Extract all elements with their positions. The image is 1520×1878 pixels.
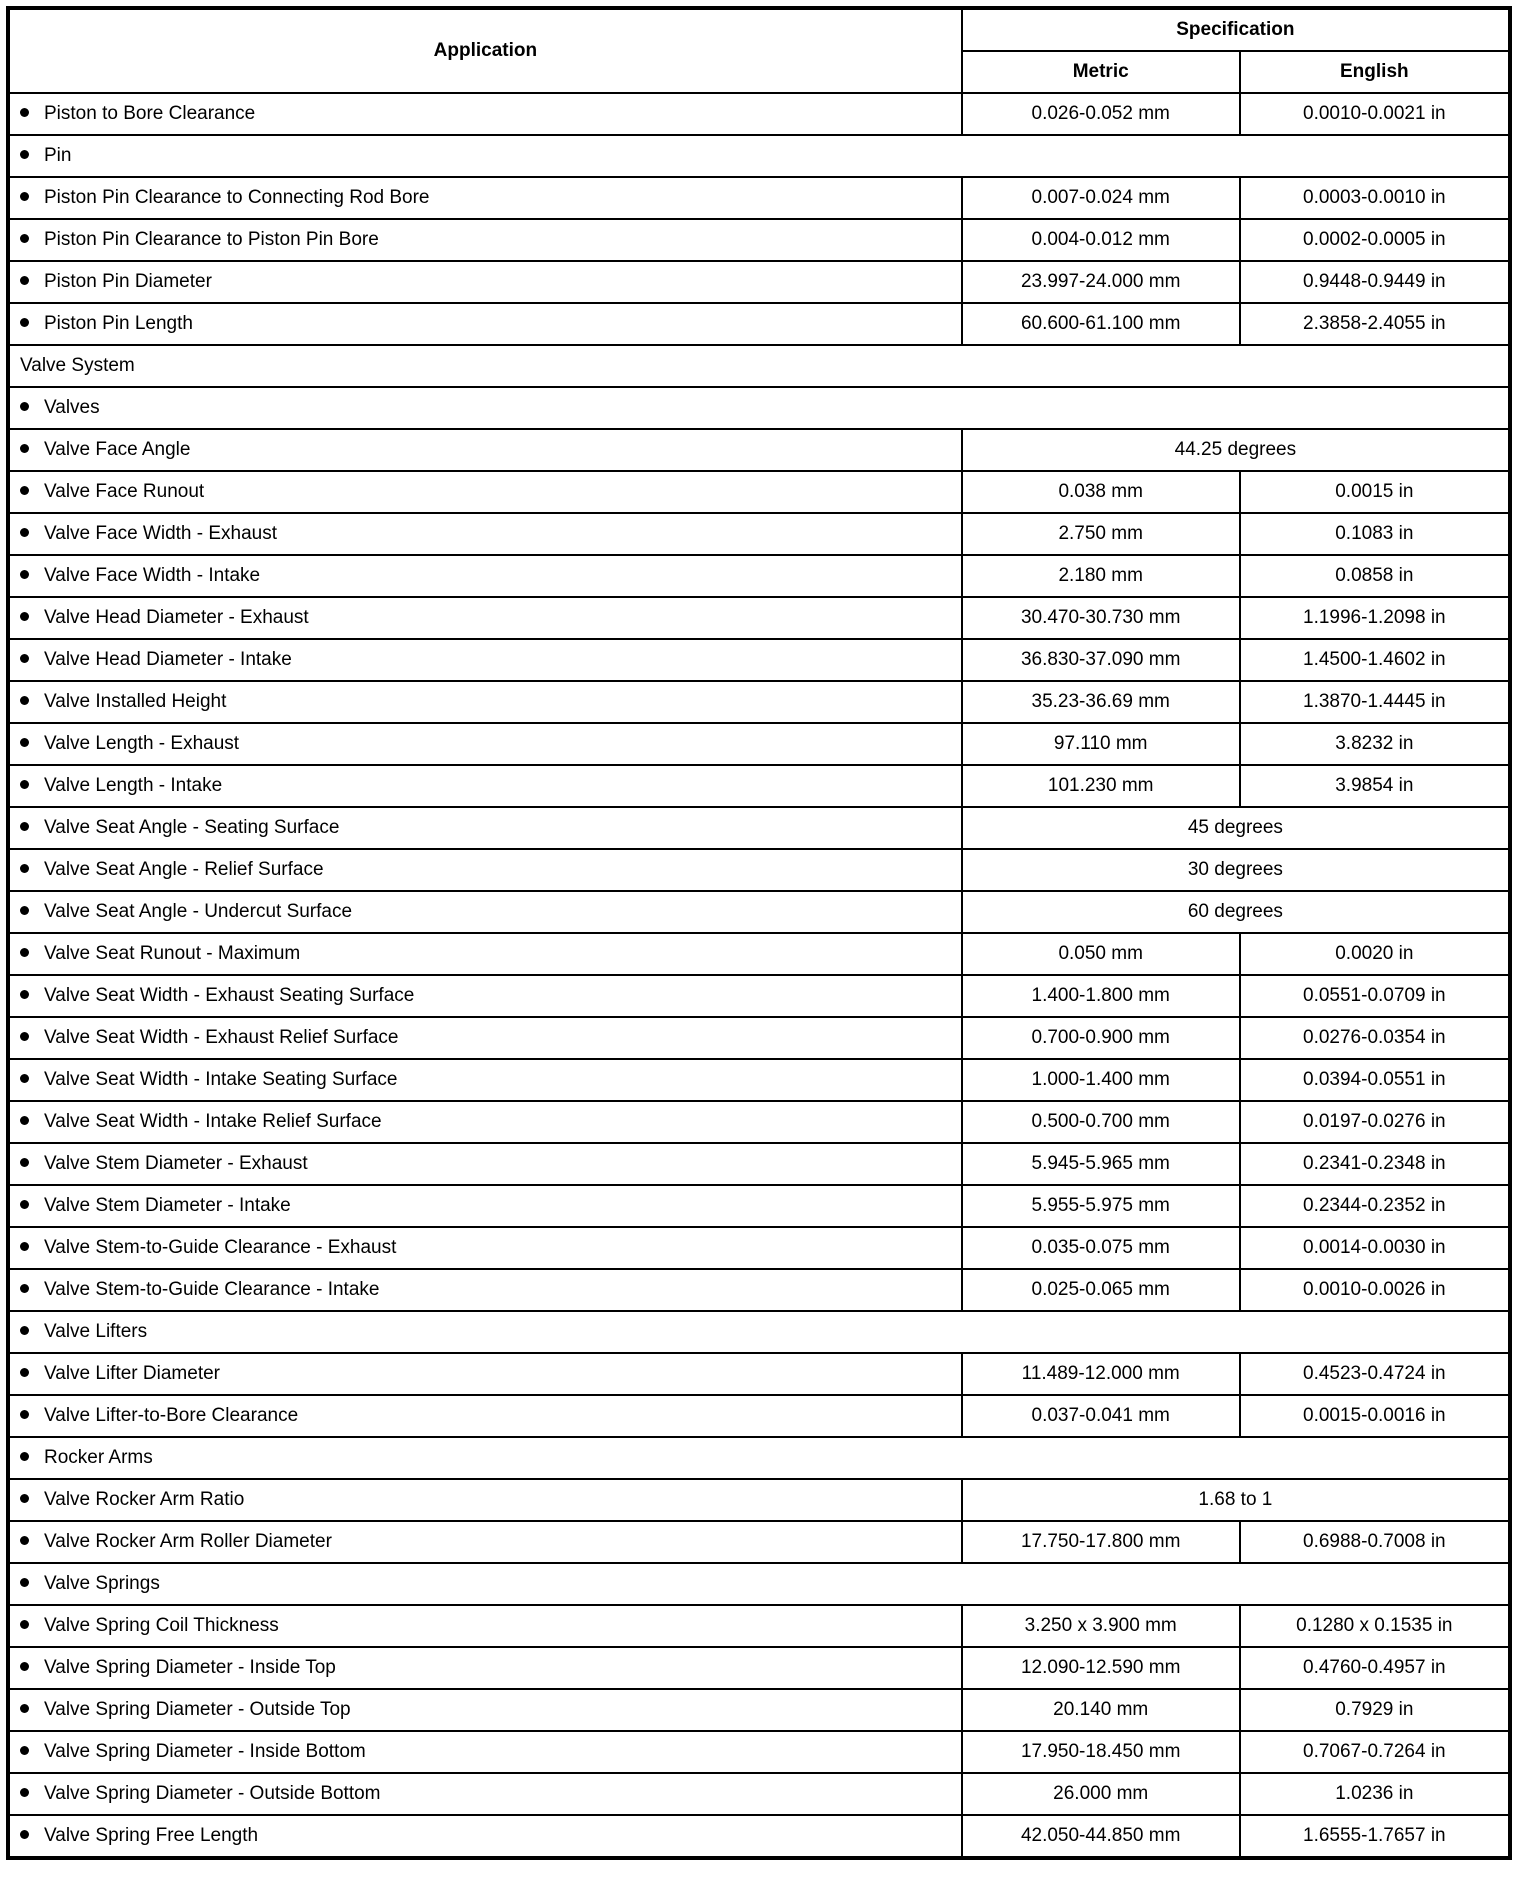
bullet-icon [20, 1662, 29, 1671]
metric-value-cell: 0.700-0.900 mm [962, 1017, 1240, 1059]
spanned-value-cell: 44.25 degrees [962, 429, 1510, 471]
application-cell [8, 1353, 962, 1395]
application-cell [8, 1479, 962, 1521]
application-cell [8, 1227, 962, 1269]
section-label: Valve System [8, 345, 1510, 387]
bullet-icon [20, 1284, 29, 1293]
bullet-icon [20, 612, 29, 621]
application-cell [8, 1395, 962, 1437]
metric-value-cell: 17.750-17.800 mm [962, 1521, 1240, 1563]
table-row [8, 219, 1510, 261]
english-value-cell: 0.0197-0.0276 in [1240, 1101, 1510, 1143]
table-row [8, 1437, 1510, 1479]
table-row [8, 303, 1510, 345]
spanned-value-cell: 30 degrees [962, 849, 1510, 891]
application-label: Valve Stem-to-Guide Clearance - Exhaust [44, 1237, 397, 1258]
application-label: Valve Spring Diameter - Outside Top [44, 1699, 351, 1720]
bullet-icon [20, 1830, 29, 1839]
application-label: Valve Rocker Arm Roller Diameter [44, 1531, 332, 1552]
english-value-cell: 0.2344-0.2352 in [1240, 1185, 1510, 1227]
english-value-cell: 1.1996-1.2098 in [1240, 597, 1510, 639]
metric-value-cell: 11.489-12.000 mm [962, 1353, 1240, 1395]
application-label: Piston Pin Length [44, 313, 193, 334]
spanned-value-cell: 45 degrees [962, 807, 1510, 849]
metric-value-cell: 0.035-0.075 mm [962, 1227, 1240, 1269]
application-label: Valve Lifter Diameter [44, 1363, 220, 1384]
application-cell [8, 1059, 962, 1101]
table-row [8, 597, 1510, 639]
english-column-header: English [1240, 51, 1510, 93]
table-row [8, 387, 1510, 429]
metric-value-cell: 0.026-0.052 mm [962, 93, 1240, 135]
metric-value-cell: 60.600-61.100 mm [962, 303, 1240, 345]
application-cell [8, 135, 1510, 177]
bullet-icon [20, 1200, 29, 1209]
application-cell [8, 975, 962, 1017]
table-row [8, 135, 1510, 177]
table-row [8, 1353, 1510, 1395]
application-cell [8, 513, 962, 555]
metric-value-cell: 3.250 x 3.900 mm [962, 1605, 1240, 1647]
application-label: Valve Lifters [44, 1321, 148, 1342]
metric-value-cell: 0.025-0.065 mm [962, 1269, 1240, 1311]
application-label: Pin [44, 145, 72, 166]
application-cell [8, 93, 962, 135]
application-cell [8, 177, 962, 219]
bullet-icon [20, 444, 29, 453]
application-label: Valve Spring Diameter - Inside Bottom [44, 1741, 366, 1762]
application-cell [8, 429, 962, 471]
english-value-cell: 2.3858-2.4055 in [1240, 303, 1510, 345]
metric-value-cell: 1.000-1.400 mm [962, 1059, 1240, 1101]
table-row [8, 933, 1510, 975]
english-value-cell: 1.0236 in [1240, 1773, 1510, 1815]
bullet-icon [20, 1788, 29, 1797]
application-label: Valve Lifter-to-Bore Clearance [44, 1405, 299, 1426]
application-cell [8, 1101, 962, 1143]
application-cell [8, 261, 962, 303]
table-row [8, 639, 1510, 681]
metric-value-cell: 0.500-0.700 mm [962, 1101, 1240, 1143]
metric-value-cell: 26.000 mm [962, 1773, 1240, 1815]
table-row [8, 807, 1510, 849]
bullet-icon [20, 990, 29, 999]
application-column-header: Application [8, 8, 962, 93]
english-value-cell: 1.6555-1.7657 in [1240, 1815, 1510, 1858]
english-value-cell: 0.0014-0.0030 in [1240, 1227, 1510, 1269]
application-cell [8, 1311, 1510, 1353]
bullet-icon [20, 528, 29, 537]
application-cell [8, 555, 962, 597]
spanned-value-cell: 60 degrees [962, 891, 1510, 933]
english-value-cell: 0.0020 in [1240, 933, 1510, 975]
application-cell [8, 639, 962, 681]
application-cell [8, 1563, 1510, 1605]
bullet-icon [20, 1158, 29, 1167]
table-row [8, 1101, 1510, 1143]
application-label: Valve Seat Angle - Undercut Surface [44, 901, 353, 922]
application-cell [8, 1521, 962, 1563]
metric-value-cell: 0.050 mm [962, 933, 1240, 975]
application-cell [8, 1731, 962, 1773]
table-row [8, 1227, 1510, 1269]
bullet-icon [20, 1746, 29, 1755]
english-value-cell: 0.9448-0.9449 in [1240, 261, 1510, 303]
metric-value-cell: 2.180 mm [962, 555, 1240, 597]
english-value-cell: 1.4500-1.4602 in [1240, 639, 1510, 681]
bullet-icon [20, 1536, 29, 1545]
application-cell [8, 1437, 1510, 1479]
application-label: Rocker Arms [44, 1447, 153, 1468]
bullet-icon [20, 864, 29, 873]
bullet-icon [20, 1326, 29, 1335]
application-label: Valve Spring Diameter - Outside Bottom [44, 1783, 381, 1804]
application-label: Valve Spring Coil Thickness [44, 1615, 279, 1636]
english-value-cell: 0.7067-0.7264 in [1240, 1731, 1510, 1773]
table-row [8, 1017, 1510, 1059]
bullet-icon [20, 1074, 29, 1083]
bullet-icon [20, 318, 29, 327]
application-label: Valve Face Width - Intake [44, 565, 261, 586]
application-cell [8, 765, 962, 807]
bullet-icon [20, 1368, 29, 1377]
header-row-1 [8, 8, 1510, 51]
application-label: Valve Length - Exhaust [44, 733, 240, 754]
table-row [8, 1731, 1510, 1773]
table-row [8, 1815, 1510, 1858]
table-row [8, 891, 1510, 933]
metric-value-cell: 1.400-1.800 mm [962, 975, 1240, 1017]
bullet-icon [20, 1494, 29, 1503]
english-value-cell: 0.7929 in [1240, 1689, 1510, 1731]
application-label: Valve Seat Width - Exhaust Seating Surface [44, 985, 415, 1006]
metric-value-cell: 0.004-0.012 mm [962, 219, 1240, 261]
application-cell [8, 681, 962, 723]
table-row [8, 1143, 1510, 1185]
application-label: Valve Seat Runout - Maximum [44, 943, 301, 964]
application-cell [8, 1815, 962, 1858]
application-cell [8, 1647, 962, 1689]
application-cell [8, 723, 962, 765]
metric-value-cell: 23.997-24.000 mm [962, 261, 1240, 303]
table-header [8, 8, 1510, 93]
application-label: Piston to Bore Clearance [44, 103, 256, 124]
bullet-icon [20, 1452, 29, 1461]
metric-value-cell: 42.050-44.850 mm [962, 1815, 1240, 1858]
english-value-cell: 0.0394-0.0551 in [1240, 1059, 1510, 1101]
table-row [8, 1689, 1510, 1731]
english-value-cell: 0.0858 in [1240, 555, 1510, 597]
metric-value-cell: 5.955-5.975 mm [962, 1185, 1240, 1227]
english-value-cell: 0.0015-0.0016 in [1240, 1395, 1510, 1437]
english-value-cell: 0.1083 in [1240, 513, 1510, 555]
metric-value-cell: 35.23-36.69 mm [962, 681, 1240, 723]
table-row [8, 1185, 1510, 1227]
metric-value-cell: 30.470-30.730 mm [962, 597, 1240, 639]
english-value-cell: 0.4523-0.4724 in [1240, 1353, 1510, 1395]
table-row [8, 1647, 1510, 1689]
english-value-cell: 0.0010-0.0021 in [1240, 93, 1510, 135]
english-value-cell: 0.0003-0.0010 in [1240, 177, 1510, 219]
metric-value-cell: 17.950-18.450 mm [962, 1731, 1240, 1773]
application-cell [8, 387, 1510, 429]
metric-value-cell: 5.945-5.965 mm [962, 1143, 1240, 1185]
metric-value-cell: 97.110 mm [962, 723, 1240, 765]
application-cell [8, 807, 962, 849]
table-row [8, 681, 1510, 723]
application-label: Valve Seat Width - Intake Seating Surface [44, 1069, 398, 1090]
bullet-icon [20, 948, 29, 957]
bullet-icon [20, 234, 29, 243]
application-label: Valve Head Diameter - Intake [44, 649, 292, 670]
application-label: Valve Face Angle [44, 439, 191, 460]
english-value-cell: 0.0010-0.0026 in [1240, 1269, 1510, 1311]
bullet-icon [20, 276, 29, 285]
table-row [8, 471, 1510, 513]
application-label: Valve Stem-to-Guide Clearance - Intake [44, 1279, 380, 1300]
bullet-icon [20, 1704, 29, 1713]
metric-value-cell: 12.090-12.590 mm [962, 1647, 1240, 1689]
table-row [8, 1521, 1510, 1563]
bullet-icon [20, 570, 29, 579]
metric-value-cell: 36.830-37.090 mm [962, 639, 1240, 681]
spanned-value-cell: 1.68 to 1 [962, 1479, 1510, 1521]
table-row [8, 1563, 1510, 1605]
application-cell [8, 849, 962, 891]
bullet-icon [20, 486, 29, 495]
application-cell [8, 891, 962, 933]
english-value-cell: 0.4760-0.4957 in [1240, 1647, 1510, 1689]
spec-table [6, 6, 1512, 1860]
table-row [8, 975, 1510, 1017]
table-row [8, 765, 1510, 807]
application-cell [8, 1773, 962, 1815]
bullet-icon [20, 822, 29, 831]
specification-column-header: Specification [962, 8, 1510, 51]
english-value-cell: 1.3870-1.4445 in [1240, 681, 1510, 723]
english-value-cell: 0.0276-0.0354 in [1240, 1017, 1510, 1059]
application-label: Valve Seat Width - Intake Relief Surface [44, 1111, 382, 1132]
english-value-cell: 0.2341-0.2348 in [1240, 1143, 1510, 1185]
application-label: Valve Spring Free Length [44, 1825, 259, 1846]
application-label: Piston Pin Clearance to Connecting Rod Bore [44, 187, 430, 208]
table-row [8, 1773, 1510, 1815]
metric-column-header: Metric [962, 51, 1240, 93]
table-row [8, 513, 1510, 555]
application-cell [8, 1017, 962, 1059]
bullet-icon [20, 192, 29, 201]
application-label: Valve Face Width - Exhaust [44, 523, 278, 544]
table-row [8, 429, 1510, 471]
application-label: Valve Seat Width - Exhaust Relief Surface [44, 1027, 399, 1048]
table-row [8, 1059, 1510, 1101]
english-value-cell: 0.1280 x 0.1535 in [1240, 1605, 1510, 1647]
table-row [8, 555, 1510, 597]
table-row [8, 723, 1510, 765]
application-cell [8, 1269, 962, 1311]
bullet-icon [20, 906, 29, 915]
bullet-icon [20, 402, 29, 411]
metric-value-cell: 101.230 mm [962, 765, 1240, 807]
application-cell [8, 303, 962, 345]
application-label: Valve Seat Angle - Relief Surface [44, 859, 324, 880]
metric-value-cell: 2.750 mm [962, 513, 1240, 555]
english-value-cell: 0.0015 in [1240, 471, 1510, 513]
english-value-cell: 0.6988-0.7008 in [1240, 1521, 1510, 1563]
application-label: Valve Springs [44, 1573, 160, 1594]
application-label: Valve Face Runout [44, 481, 205, 502]
application-cell [8, 933, 962, 975]
bullet-icon [20, 654, 29, 663]
english-value-cell: 0.0551-0.0709 in [1240, 975, 1510, 1017]
application-label: Valve Spring Diameter - Inside Top [44, 1657, 336, 1678]
bullet-icon [20, 1578, 29, 1587]
bullet-icon [20, 696, 29, 705]
metric-value-cell: 0.007-0.024 mm [962, 177, 1240, 219]
application-cell [8, 1143, 962, 1185]
application-label: Valve Stem Diameter - Intake [44, 1195, 291, 1216]
table-row [8, 1479, 1510, 1521]
application-cell [8, 597, 962, 639]
section-row [8, 345, 1510, 387]
english-value-cell: 3.8232 in [1240, 723, 1510, 765]
table-row [8, 1605, 1510, 1647]
application-label: Valve Seat Angle - Seating Surface [44, 817, 340, 838]
metric-value-cell: 20.140 mm [962, 1689, 1240, 1731]
english-value-cell: 0.0002-0.0005 in [1240, 219, 1510, 261]
bullet-icon [20, 1242, 29, 1251]
metric-value-cell: 0.037-0.041 mm [962, 1395, 1240, 1437]
table-row [8, 1395, 1510, 1437]
application-label: Piston Pin Diameter [44, 271, 212, 292]
table-row [8, 177, 1510, 219]
english-value-cell: 3.9854 in [1240, 765, 1510, 807]
bullet-icon [20, 1620, 29, 1629]
application-label: Valve Head Diameter - Exhaust [44, 607, 309, 628]
bullet-icon [20, 108, 29, 117]
application-cell [8, 1185, 962, 1227]
table-row [8, 1311, 1510, 1353]
application-label: Valve Rocker Arm Ratio [44, 1489, 245, 1510]
metric-value-cell: 0.038 mm [962, 471, 1240, 513]
bullet-icon [20, 1032, 29, 1041]
bullet-icon [20, 1116, 29, 1125]
table-row [8, 1269, 1510, 1311]
application-label: Valve Installed Height [44, 691, 227, 712]
application-label: Valve Stem Diameter - Exhaust [44, 1153, 308, 1174]
bullet-icon [20, 738, 29, 747]
bullet-icon [20, 150, 29, 159]
bullet-icon [20, 1410, 29, 1419]
application-label: Valves [44, 397, 100, 418]
application-cell [8, 219, 962, 261]
table-row [8, 93, 1510, 135]
table-row [8, 261, 1510, 303]
application-cell [8, 471, 962, 513]
application-label: Valve Length - Intake [44, 775, 223, 796]
bullet-icon [20, 780, 29, 789]
application-cell [8, 1605, 962, 1647]
table-row [8, 849, 1510, 891]
spec-table-body [8, 93, 1510, 1858]
application-cell [8, 1689, 962, 1731]
application-label: Piston Pin Clearance to Piston Pin Bore [44, 229, 379, 250]
